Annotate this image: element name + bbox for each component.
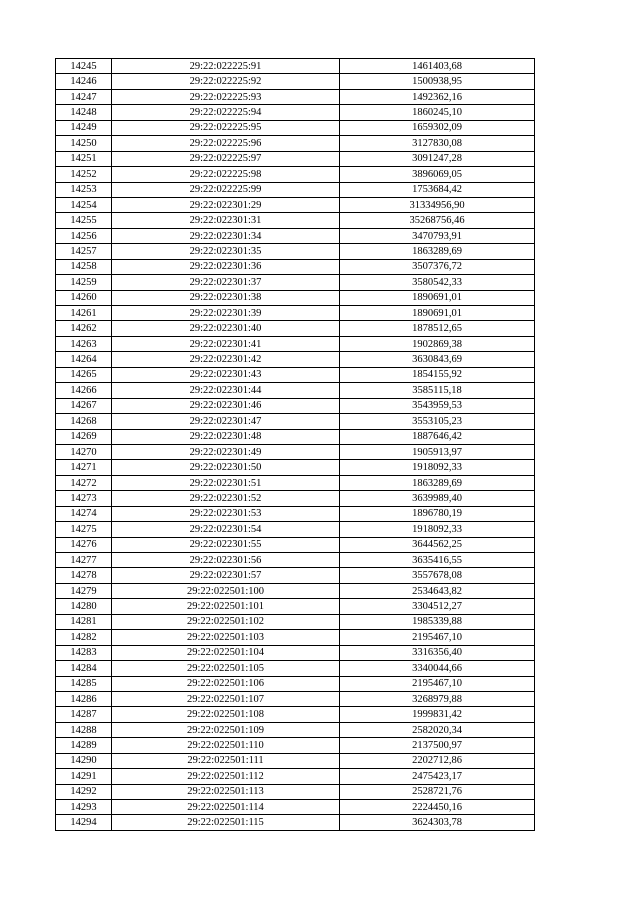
cadastral-number-cell: 29:22:022301:47 [112, 414, 340, 429]
row-number-cell: 14284 [56, 661, 112, 676]
row-number-cell: 14248 [56, 105, 112, 120]
table-row [56, 259, 535, 274]
cadastral-number-cell: 29:22:022301:51 [112, 475, 340, 490]
row-number-cell: 14265 [56, 367, 112, 382]
cadastral-number-cell: 29:22:022225:99 [112, 182, 340, 197]
cadastral-value-cell: 2475423,17 [340, 769, 535, 784]
table-row [56, 228, 535, 243]
cadastral-number-cell: 29:22:022501:100 [112, 583, 340, 598]
table-row [56, 429, 535, 444]
cadastral-value-cell: 3507376,72 [340, 259, 535, 274]
cadastral-number-cell: 29:22:022301:52 [112, 491, 340, 506]
cadastral-value-cell: 1753684,42 [340, 182, 535, 197]
cadastral-value-cell: 2534643,82 [340, 583, 535, 598]
row-number-cell: 14245 [56, 59, 112, 74]
cadastral-value-cell: 3553105,23 [340, 414, 535, 429]
cadastral-value-cell: 1918092,33 [340, 522, 535, 537]
row-number-cell: 14271 [56, 460, 112, 475]
cadastral-number-cell: 29:22:022225:96 [112, 136, 340, 151]
cadastral-number-cell: 29:22:022301:41 [112, 336, 340, 351]
cadastral-number-cell: 29:22:022225:92 [112, 74, 340, 89]
table-row [56, 244, 535, 259]
row-number-cell: 14278 [56, 568, 112, 583]
table-row [56, 275, 535, 290]
row-number-cell: 14246 [56, 74, 112, 89]
table-row [56, 707, 535, 722]
row-number-cell: 14289 [56, 738, 112, 753]
cadastral-number-cell: 29:22:022301:55 [112, 537, 340, 552]
row-number-cell: 14273 [56, 491, 112, 506]
row-number-cell: 14269 [56, 429, 112, 444]
cadastral-number-cell: 29:22:022501:106 [112, 676, 340, 691]
cadastral-value-cell: 3635416,55 [340, 553, 535, 568]
row-number-cell: 14294 [56, 815, 112, 830]
cadastral-value-cell: 3580542,33 [340, 275, 535, 290]
cadastral-value-cell: 2195467,10 [340, 630, 535, 645]
table-row [56, 398, 535, 413]
cadastral-value-cell: 3470793,91 [340, 228, 535, 243]
table-row [56, 336, 535, 351]
cadastral-number-cell: 29:22:022301:48 [112, 429, 340, 444]
row-number-cell: 14251 [56, 151, 112, 166]
table-row [56, 151, 535, 166]
row-number-cell: 14291 [56, 769, 112, 784]
cadastral-number-cell: 29:22:022301:35 [112, 244, 340, 259]
row-number-cell: 14276 [56, 537, 112, 552]
cadastral-value-cell: 1854155,92 [340, 367, 535, 382]
row-number-cell: 14272 [56, 475, 112, 490]
row-number-cell: 14268 [56, 414, 112, 429]
cadastral-value-cell: 3091247,28 [340, 151, 535, 166]
row-number-cell: 14275 [56, 522, 112, 537]
cadastral-value-cell: 2224450,16 [340, 800, 535, 815]
table-row [56, 815, 535, 830]
cadastral-number-cell: 29:22:022301:29 [112, 197, 340, 212]
cadastral-number-cell: 29:22:022501:101 [112, 599, 340, 614]
cadastral-number-cell: 29:22:022301:39 [112, 306, 340, 321]
cadastral-value-cell: 3624303,78 [340, 815, 535, 830]
table-row [56, 105, 535, 120]
table-row [56, 136, 535, 151]
row-number-cell: 14253 [56, 182, 112, 197]
table-row [56, 444, 535, 459]
table-row [56, 722, 535, 737]
table-row [56, 738, 535, 753]
row-number-cell: 14257 [56, 244, 112, 259]
cadastral-number-cell: 29:22:022501:108 [112, 707, 340, 722]
cadastral-value-cell: 3340044,66 [340, 661, 535, 676]
table-row [56, 784, 535, 799]
table-row [56, 213, 535, 228]
table-row [56, 59, 535, 74]
cadastral-number-cell: 29:22:022225:94 [112, 105, 340, 120]
table-row [56, 800, 535, 815]
cadastral-number-cell: 29:22:022225:98 [112, 167, 340, 182]
row-number-cell: 14260 [56, 290, 112, 305]
row-number-cell: 14262 [56, 321, 112, 336]
cadastral-number-cell: 29:22:022301:56 [112, 553, 340, 568]
row-number-cell: 14267 [56, 398, 112, 413]
row-number-cell: 14264 [56, 352, 112, 367]
cadastral-value-cell: 1905913,97 [340, 444, 535, 459]
row-number-cell: 14247 [56, 89, 112, 104]
row-number-cell: 14252 [56, 167, 112, 182]
cadastral-value-cell: 2582020,34 [340, 722, 535, 737]
table-row [56, 460, 535, 475]
cadastral-number-cell: 29:22:022501:102 [112, 614, 340, 629]
table-row [56, 89, 535, 104]
cadastral-value-cell: 2137500,97 [340, 738, 535, 753]
row-number-cell: 14293 [56, 800, 112, 815]
row-number-cell: 14255 [56, 213, 112, 228]
table-row [56, 383, 535, 398]
cadastral-number-cell: 29:22:022501:113 [112, 784, 340, 799]
row-number-cell: 14282 [56, 630, 112, 645]
cadastral-value-cell: 1918092,33 [340, 460, 535, 475]
table-row [56, 753, 535, 768]
row-number-cell: 14266 [56, 383, 112, 398]
cadastral-number-cell: 29:22:022501:107 [112, 691, 340, 706]
cadastral-number-cell: 29:22:022301:44 [112, 383, 340, 398]
cadastral-number-cell: 29:22:022301:49 [112, 444, 340, 459]
cadastral-value-cell: 1890691,01 [340, 306, 535, 321]
cadastral-value-cell: 3644562,25 [340, 537, 535, 552]
cadastral-number-cell: 29:22:022301:57 [112, 568, 340, 583]
table-row [56, 691, 535, 706]
cadastral-number-cell: 29:22:022301:36 [112, 259, 340, 274]
cadastral-value-cell: 3896069,05 [340, 167, 535, 182]
cadastral-value-cell: 1492362,16 [340, 89, 535, 104]
cadastral-value-cell: 35268756,46 [340, 213, 535, 228]
table-row [56, 599, 535, 614]
cadastral-number-cell: 29:22:022501:112 [112, 769, 340, 784]
table-row [56, 661, 535, 676]
cadastral-value-cell: 2202712,86 [340, 753, 535, 768]
cadastral-number-cell: 29:22:022501:104 [112, 645, 340, 660]
cadastral-value-cell: 3127830,08 [340, 136, 535, 151]
cadastral-value-cell: 1461403,68 [340, 59, 535, 74]
table-row [56, 568, 535, 583]
row-number-cell: 14259 [56, 275, 112, 290]
cadastral-value-cell: 1999831,42 [340, 707, 535, 722]
table-row [56, 321, 535, 336]
cadastral-number-cell: 29:22:022501:115 [112, 815, 340, 830]
cadastral-value-cell: 1887646,42 [340, 429, 535, 444]
cadastral-number-cell: 29:22:022301:37 [112, 275, 340, 290]
cadastral-value-cell: 1863289,69 [340, 244, 535, 259]
cadastral-number-cell: 29:22:022501:111 [112, 753, 340, 768]
cadastral-number-cell: 29:22:022301:46 [112, 398, 340, 413]
cadastral-number-cell: 29:22:022301:31 [112, 213, 340, 228]
row-number-cell: 14288 [56, 722, 112, 737]
cadastral-number-cell: 29:22:022501:105 [112, 661, 340, 676]
cadastral-number-cell: 29:22:022301:34 [112, 228, 340, 243]
cadastral-value-cell: 3639989,40 [340, 491, 535, 506]
row-number-cell: 14285 [56, 676, 112, 691]
table-row [56, 553, 535, 568]
cadastral-number-cell: 29:22:022301:40 [112, 321, 340, 336]
cadastral-value-cell: 1659302,09 [340, 120, 535, 135]
cadastral-number-cell: 29:22:022301:43 [112, 367, 340, 382]
cadastral-value-table [55, 58, 535, 831]
cadastral-value-cell: 31334956,90 [340, 197, 535, 212]
cadastral-value-cell: 2195467,10 [340, 676, 535, 691]
cadastral-value-cell: 1863289,69 [340, 475, 535, 490]
row-number-cell: 14283 [56, 645, 112, 660]
table-row [56, 414, 535, 429]
cadastral-number-cell: 29:22:022225:91 [112, 59, 340, 74]
table-row [56, 583, 535, 598]
cadastral-value-cell: 1902869,38 [340, 336, 535, 351]
cadastral-value-cell: 1890691,01 [340, 290, 535, 305]
cadastral-value-cell: 1878512,65 [340, 321, 535, 336]
table-row [56, 506, 535, 521]
table-row [56, 522, 535, 537]
row-number-cell: 14292 [56, 784, 112, 799]
table-row [56, 74, 535, 89]
row-number-cell: 14249 [56, 120, 112, 135]
row-number-cell: 14274 [56, 506, 112, 521]
cadastral-value-cell: 3557678,08 [340, 568, 535, 583]
row-number-cell: 14261 [56, 306, 112, 321]
table-row [56, 290, 535, 305]
row-number-cell: 14250 [56, 136, 112, 151]
table-row [56, 676, 535, 691]
cadastral-value-cell: 3585115,18 [340, 383, 535, 398]
row-number-cell: 14281 [56, 614, 112, 629]
table-row [56, 491, 535, 506]
cadastral-value-cell: 3316356,40 [340, 645, 535, 660]
table-row [56, 769, 535, 784]
cadastral-number-cell: 29:22:022225:95 [112, 120, 340, 135]
cadastral-value-cell: 3543959,53 [340, 398, 535, 413]
cadastral-value-cell: 1985339,88 [340, 614, 535, 629]
table-row [56, 614, 535, 629]
row-number-cell: 14280 [56, 599, 112, 614]
table-row [56, 367, 535, 382]
row-number-cell: 14277 [56, 553, 112, 568]
cadastral-number-cell: 29:22:022501:109 [112, 722, 340, 737]
table-row [56, 475, 535, 490]
cadastral-value-cell: 3304512,27 [340, 599, 535, 614]
table-row [56, 197, 535, 212]
table-row [56, 306, 535, 321]
cadastral-number-cell: 29:22:022501:114 [112, 800, 340, 815]
row-number-cell: 14263 [56, 336, 112, 351]
cadastral-number-cell: 29:22:022301:38 [112, 290, 340, 305]
table-body [56, 59, 535, 831]
table-row [56, 167, 535, 182]
table-row [56, 182, 535, 197]
row-number-cell: 14270 [56, 444, 112, 459]
row-number-cell: 14256 [56, 228, 112, 243]
cadastral-number-cell: 29:22:022501:110 [112, 738, 340, 753]
cadastral-number-cell: 29:22:022301:53 [112, 506, 340, 521]
cadastral-number-cell: 29:22:022301:50 [112, 460, 340, 475]
row-number-cell: 14254 [56, 197, 112, 212]
row-number-cell: 14279 [56, 583, 112, 598]
cadastral-value-cell: 2528721,76 [340, 784, 535, 799]
table-row [56, 645, 535, 660]
row-number-cell: 14286 [56, 691, 112, 706]
cadastral-number-cell: 29:22:022301:54 [112, 522, 340, 537]
table-row [56, 630, 535, 645]
cadastral-value-cell: 3630843,69 [340, 352, 535, 367]
cadastral-value-cell: 1500938,95 [340, 74, 535, 89]
table-row [56, 537, 535, 552]
cadastral-value-cell: 1860245,10 [340, 105, 535, 120]
cadastral-number-cell: 29:22:022225:93 [112, 89, 340, 104]
cadastral-number-cell: 29:22:022225:97 [112, 151, 340, 166]
cadastral-number-cell: 29:22:022301:42 [112, 352, 340, 367]
cadastral-value-cell: 1896780,19 [340, 506, 535, 521]
table-row [56, 352, 535, 367]
cadastral-number-cell: 29:22:022501:103 [112, 630, 340, 645]
row-number-cell: 14258 [56, 259, 112, 274]
cadastral-value-cell: 3268979,88 [340, 691, 535, 706]
row-number-cell: 14290 [56, 753, 112, 768]
row-number-cell: 14287 [56, 707, 112, 722]
table-row [56, 120, 535, 135]
